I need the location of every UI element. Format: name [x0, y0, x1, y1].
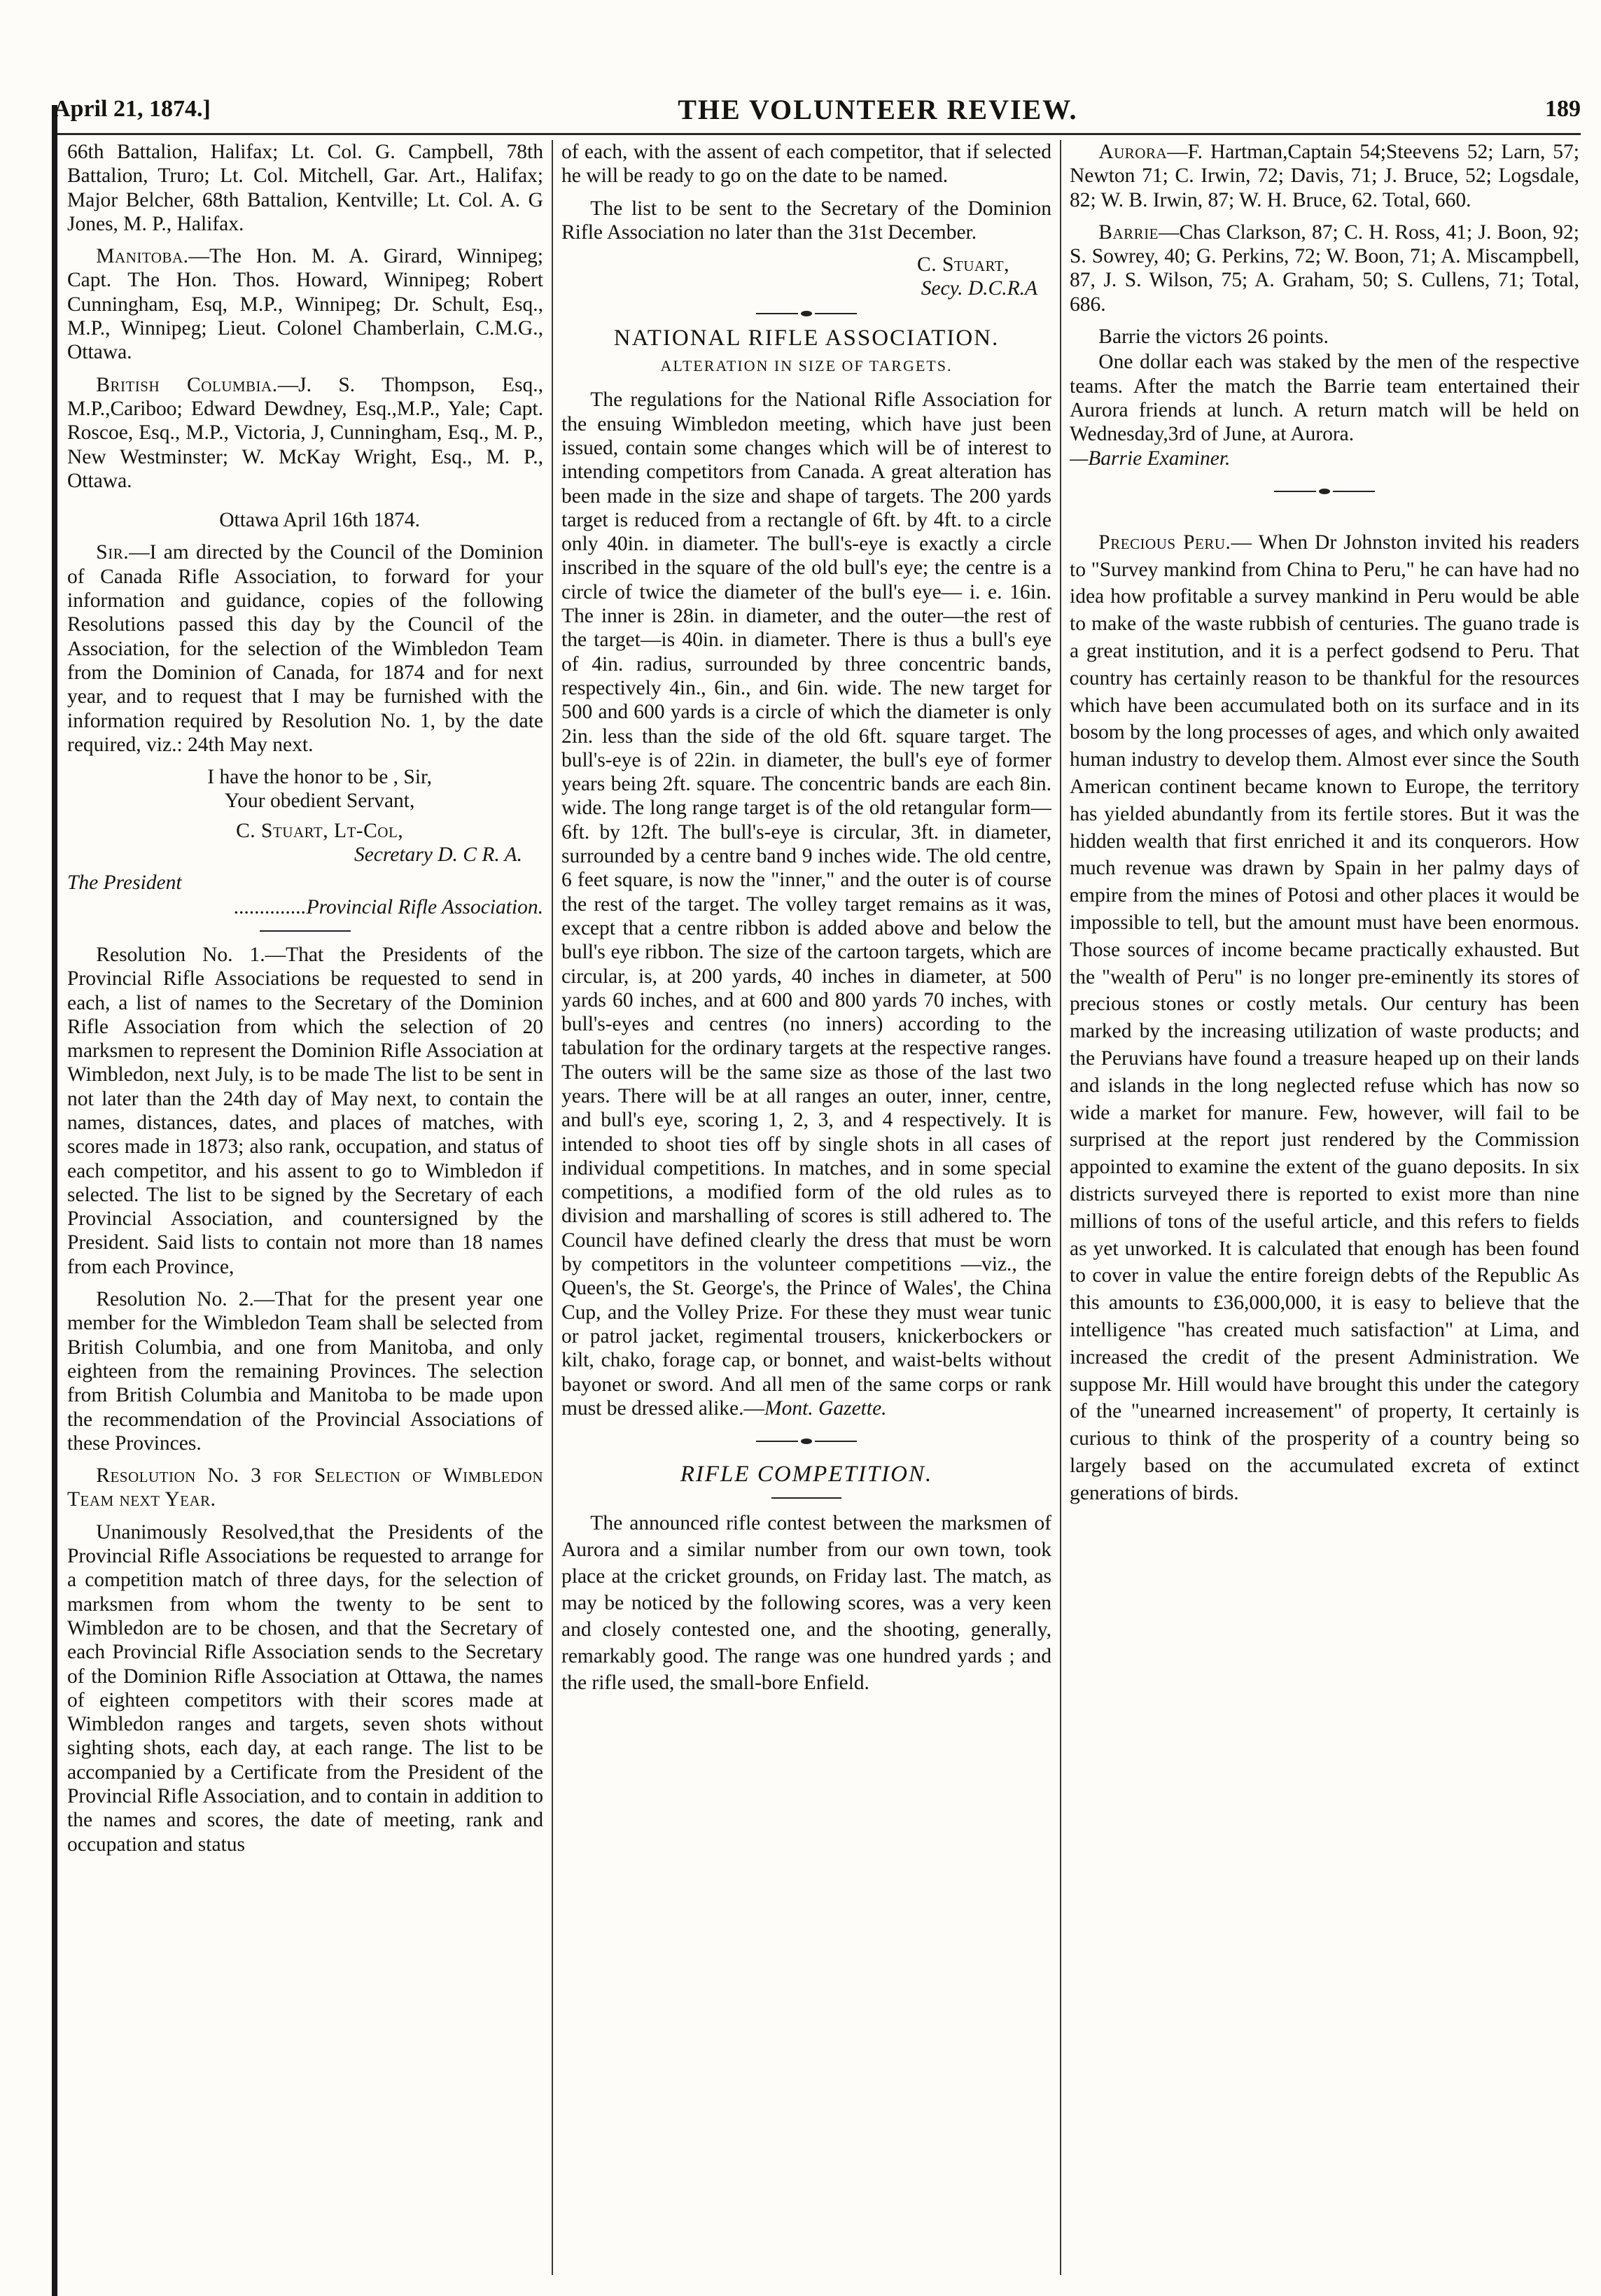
- letter-text: —I am directed by the Council of the Dominion of Canada Rifle Association, to forward for your information and guidance, copies of the following Resolutions passed this day by the Council of the Association, for the selection of the Wimbledon Team from the Dominion of Canada, for 1874 and for next year, and to request that I may be furnished with the information required by Resolution No. 1, by the date required, viz.: 24th May next.: [67, 541, 543, 756]
- manitoba-label: Manitoba.: [96, 245, 189, 268]
- header-date: April 21, 1874.]: [53, 96, 211, 122]
- signature: C. Stuart,: [917, 253, 1009, 276]
- result-source: —Barrie Examiner.: [1070, 447, 1231, 470]
- resolution-3-heading: Resolution No. 3 for Selection of Wimbledon Team next Year.: [67, 1464, 543, 1511]
- deadline-text: The list to be sent to the Secretary of the Dominion Rifle Association no later than the 31st December.: [561, 197, 1051, 244]
- aurora-label: Aurora: [1098, 141, 1168, 163]
- column-rule-1: [552, 140, 553, 2275]
- barrie-label: Barrie: [1098, 220, 1159, 244]
- header-rule: [57, 133, 1581, 135]
- page-number: 189: [1544, 96, 1581, 122]
- headline-rifle-competition: RIFLE COMPETITION.: [680, 1462, 933, 1488]
- signature-title: Secy. D.C.R.A: [921, 277, 1037, 300]
- column-2: [561, 140, 1051, 1704]
- peru-text: — When Dr Johnston invited his readers to "Survey mankind from China to Peru," he can have had no idea how profitable a survey mankind in Peru would be able to make of the waste rubbish of centuries. The guano trade is a great institution, and it is a perfect godsend to Peru. That country has certainly reason to be thankful for the resources which have been accumulated both on its surface and in its bosom by the long processes of ages, and which only awaited human industry to develop them. Almost ever since the South American continent became known to Europe, the territory has yielded abundantly from its fertile stores. But it was the hidden wealth that first enriched it and its conquerors. How much revenue was drawn by Spain in her palmy days of empire from the mines of Potosi and other places it would be impossible to tell, but the amount must have been enormous. Those sources of income became practically exhausted. But the "wealth of Peru" is no longer pre-eminently its stores of precious stones or costly metals. Our century has been marked by the increasing utilization of waste products; and the Peruvians have found a treasure heaped up on their lands and islands in the long neglected refuse which has now so wide a market for manure. Few, however, will fail to be surprised at the report just rendered by the Commission appointed to examine the extent of the guano deposits. In six districts surveyed there is reported to exist more than nine millions of tons of the useful article, and this refers to fields as yet unworked. It is calculated that enough has been found to cover in value the entire foreign debts of the Republic As this amounts to £36,000,000, it is easy to believe that the intelligence "has created much satisfaction" at Lima, and increased the credit of the present Administration. We suppose Mr. Hill would have brought this under the category of the "unearned increasement" of property, It certainly is curious to think of the prosperity of a country being so largely based on the accumulated excreta of extinct generations of birds.: [1070, 531, 1579, 1504]
- closing-2: Your obedient Servant,: [224, 790, 415, 813]
- section-divider: [260, 930, 351, 932]
- dateline: Ottawa April 16th 1874.: [219, 509, 421, 532]
- headline-nra: NATIONAL RIFLE ASSOCIATION.: [613, 325, 1000, 351]
- battalion-list: 66th Battalion, Halifax; Lt. Col. G. Campbell, 78th Battalion, Truro; Lt. Col. Mitchell, Gar. Art., Halifax; Major Belcher, 68th Battalion, Kentville; Lt. Col. A. G Jones, M. P., Halifax.: [67, 141, 543, 235]
- headline-underline: [771, 1497, 841, 1499]
- subhead-targets: ALTERATION IN SIZE OF TARGETS.: [660, 357, 953, 375]
- ornament-divider: [561, 311, 1051, 316]
- result-1: Barrie the victors 26 points.: [1098, 326, 1329, 349]
- letter-body: [67, 540, 543, 757]
- rifle-competition-text: The announced rifle contest between the marksmen of Aurora and a similar number from our own town, took place at the cricket grounds, on Friday last. The match, as may be noticed by the following scores, was a very keen and closely contested one, and the shooting, generally, remarkably good. The range was one hundred yards ; and the rifle used, the small-bore Enfield.: [561, 1512, 1051, 1695]
- resolution-3: Unanimously Resolved,that the Presidents of the Provincial Rifle Associations be requested to arrange for a competition match of three days, for the selection of marksmen from whom the twenty to be sent to Wimbledon are to be chosen, and that the Secretary of each Provincial Rifle Association sends to the Secretary of the Dominion Rifle Association at Ottawa, the names of eighteen competitors with their scores made at Wimbledon ranges and targets, seven shots without sighting shots, each day, at each range. The list to be accompanied by a Certificate from the President of the Provincial Rifle Association, and to contain in addition to the names and scores, the date of meeting, rank and occupation and status: [67, 1520, 543, 1856]
- bc-text: —J. S. Thompson, Esq., M.P.,Cariboo; Edward Dewdney, Esq.,M.P., Yale; Capt. Roscoe, Esq., M.P., Victoria, J, Cunningham, Esq., M. P., New Westminster; W. McKay Wright, Esq., M. P., Ottawa.: [67, 373, 543, 492]
- barrie-text: —Chas Clarkson, 87; C. H. Ross, 41; J. Boon, 92; S. Sowrey, 40; G. Perkins, 72; W. Boon, 71; A. Miscampbell, 87, J. S. Wilson, 75; A. Graham, 50; S. Cullens, 71; Total, 686.: [1070, 220, 1579, 316]
- nra-article-text: The regulations for the National Rifle Association for the ensuing Wimbledon meeting, which have just been issued, contain some changes which will be of interest to intending competitors from Canada. A great alteration has been made in the size and shape of targets. The 200 yards target is reduced from a rectangle of 6ft. by 4ft. to a circle only 40in. in diameter. The bull's-eye is exactly a circle inscribed in the square of the old bull's eye; the centre is a circle of twice the diameter of the bull's eye— i. e. 16in. The inner is 28in. in diameter, and the outer—the rest of the target—is 40in. in diameter. There is thus a bull's eye of 4in. radius, surrounded by three concentric bands, respectively 4in., 6in., and 6in. wide. The new target for 500 and 600 yards is a circle of which the diameter is only 2in. less than the side of the old 6ft. square target. The bull's-eye is of 22in. in diameter, the bull's eye of former years being 2ft. square. The concentric bands are each 8in. wide. The long range target is of the old retangular form—6ft. by 12ft. The bull's-eye is circular, 3ft. in diameter, surrounded by a centre band 9 inches wide. The old centre, 6 feet square, is now the "inner," and the outer is of course the rest of the target. The volley target remains as it was, except that a centre ribbon is added above and below the bull's eye ribbon. The size of the cartoon targets, which are circular, is, at 200 yards, 40 inches in diameter, at 500 yards 60 inches, and at 600 and 800 yards 70 inches, with bull's-eyes and centres (no inners) according to the tabulation for the ordinary targets at the respective ranges. The outers will be the same size as those of the last two years. There will be at all ranges an outer, inner, centre, and bull's eye, scoring 1, 2, 3, and 4 respectively. It is intended to shoot ties off by single shots in all cases of individual competitions. In matches, and in some special competitions, a modified form of the old rules as to division and marshalling of scores is still adhered to. The Council have defined clearly the dress that must be worn by competitors in the volunteer competitions —viz., the Queen's, the St. George's, the Prince of Wales', the China Cup, and the Volley Prize. For these they must wear tunic or patrol jacket, regimental trousers, knickerbockers or kilt, chako, forage cap, or bonnet, and waist-belts without bayonet or sword. And all men of the same corps or rank must be dressed alike.—: [561, 388, 1051, 1420]
- aurora-text: —F. Hartman,Captain 54;Steevens 52; Larn, 57; Newton 71; C. Irwin, 72; Davis, 71; J. Bruce, 52; Logsdale, 82; W. B. Irwin, 87; W. H. Bruce, 62. Total, 660.: [1070, 141, 1579, 211]
- continued-text: of each, with the assent of each competitor, that if selected he will be ready to go on the date to be named.: [561, 141, 1051, 188]
- masthead: THE VOLUNTEER REVIEW.: [678, 93, 1078, 125]
- resolution-2: Resolution No. 2.—That for the present year one member for the Wimbledon Team shall be selected from British Columbia, and one from Manitoba, and only eighteen from the remaining Provinces. The selection from British Columbia and Manitoba to be made upon the recommendation of the Provincial Associations of these Provinces.: [67, 1288, 543, 1455]
- addressee: The President: [67, 872, 182, 895]
- sir-label: Sir.: [96, 541, 130, 564]
- closing-1: I have the honor to be , Sir,: [207, 766, 433, 789]
- ornament-divider-3: [1070, 489, 1579, 494]
- british-columbia-paragraph: [67, 373, 543, 493]
- barrie-scores: [1070, 220, 1579, 316]
- signature-title: Secretary D. C R. A.: [354, 844, 522, 867]
- nra-article: [561, 388, 1051, 1420]
- addressee-2: ..............Provincial Rifle Association.: [234, 895, 543, 918]
- column-3: [1070, 140, 1579, 1516]
- manitoba-paragraph: [67, 244, 543, 364]
- result-2: One dollar each was staked by the men of the respective teams. After the match the Barrie team entertained their Aurora friends at lunch. A return match will be held on Wednesday,3rd of June, at Aurora.: [1070, 351, 1579, 446]
- peru-article: [1070, 529, 1579, 1507]
- page-header: [53, 90, 1581, 129]
- aurora-scores: [1070, 140, 1579, 212]
- peru-label: Precious Peru.: [1098, 531, 1231, 554]
- page-edge-bar: [52, 105, 57, 2296]
- manitoba-text: —The Hon. M. A. Girard, Winnipeg; Capt. The Hon. Thos. Howard, Winnipeg; Robert Cunningham, Esq, M.P., Winnipeg; Dr. Schult, Esq., M.P., Winnipeg; Lieut. Colonel Chamberlain, C.M.G., Ottawa.: [67, 245, 543, 364]
- column-1: [67, 140, 543, 1865]
- column-rule-2: [1060, 140, 1061, 2275]
- signature: C. Stuart, Lt-Col,: [236, 819, 404, 842]
- nra-source: Mont. Gazette.: [764, 1396, 887, 1420]
- resolution-1: Resolution No. 1.—That the Presidents of the Provincial Rifle Associations be requested to send in each, a list of names to the Secretary of the Dominion Rifle Association from which the selection of 20 marksmen to represent the Dominion Rifle Association at Wimbledon, next July, is to be made The list to be sent in not later than the 24th day of May next, to contain the names, distances, dates, and places of matches, with scores made in 1873; also rank, occupation, and status of each competitor, and his assent to go to Wimbledon if selected. The list to be signed by the Secretary of each Provincial Association, and countersigned by the President. Said lists to contain not more than 18 names from each Province,: [67, 943, 543, 1278]
- ornament-divider-2: [561, 1438, 1051, 1444]
- bc-label: British Columbia.: [96, 373, 278, 396]
